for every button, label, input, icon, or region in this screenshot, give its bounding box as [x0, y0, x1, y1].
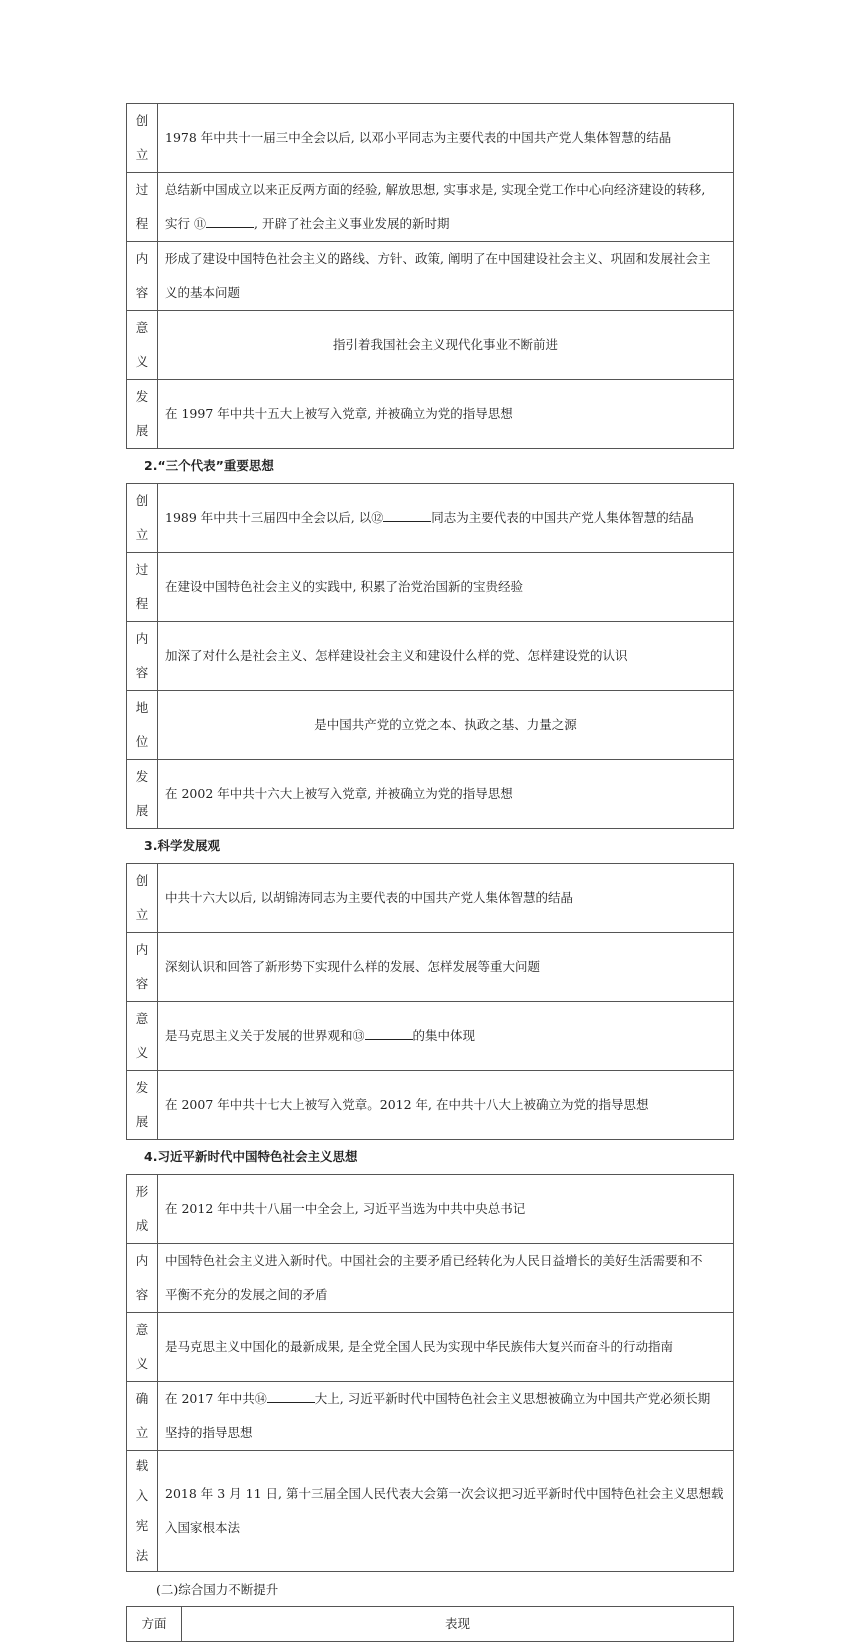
- fill-suffix: 的集中体现: [412, 1028, 476, 1043]
- table-row: [127, 1451, 734, 1572]
- row-value-line: [165, 207, 726, 241]
- table-row: [127, 242, 734, 311]
- row-key: 创立: [127, 104, 158, 173]
- row-key-line: 宪法: [135, 1518, 149, 1563]
- table-row: [127, 484, 734, 553]
- table-row: [127, 933, 734, 1002]
- section-heading: 2.“三个代表”重要思想: [144, 458, 274, 473]
- row-key: 创立: [127, 864, 158, 933]
- row-value: 1978 年中共十一届三中全会以后, 以邓小平同志为主要代表的中国共产党人集体智慧的结晶: [158, 104, 734, 173]
- row-key: [127, 1451, 158, 1572]
- table-row: [127, 1382, 734, 1451]
- table-row: [127, 311, 734, 380]
- fill-suffix: , 开辟了社会主义事业发展的新时期: [254, 216, 450, 231]
- fill-in-blank[interactable]: [206, 215, 254, 228]
- row-key: 创立: [127, 484, 158, 553]
- table-row: [127, 1313, 734, 1382]
- fill-suffix: 大上, 习近平新时代中国特色社会主义思想被确立为中国共产党必须长期: [314, 1391, 711, 1406]
- row-value: 指引着我国社会主义现代化事业不断前进: [158, 311, 734, 380]
- row-key: 发展: [127, 760, 158, 829]
- table-row: [127, 864, 734, 933]
- row-value: 在 2002 年中共十六大上被写入党章, 并被确立为党的指导思想: [158, 760, 734, 829]
- row-key: 意义: [127, 1002, 158, 1071]
- fill-prefix: 在 2017 年中共: [165, 1391, 255, 1406]
- row-value: 深刻认识和回答了新形势下实现什么样的发展、怎样发展等重大问题: [158, 933, 734, 1002]
- row-key: 地位: [127, 691, 158, 760]
- fill-prefix: 是马克思主义关于发展的世界观和: [165, 1028, 353, 1043]
- row-value: [158, 484, 734, 553]
- deng-theory-table: [126, 103, 734, 449]
- table-row: [127, 1071, 734, 1140]
- table-row: [127, 691, 734, 760]
- row-value: 是马克思主义中国化的最新成果, 是全党全国人民为实现中华民族伟大复兴而奋斗的行动指南: [158, 1313, 734, 1382]
- table-row: [127, 380, 734, 449]
- fill-in-blank[interactable]: [365, 1027, 413, 1040]
- row-key: 内容: [127, 1244, 158, 1313]
- row-value: [158, 1382, 734, 1451]
- row-key: 意义: [127, 1313, 158, 1382]
- row-value-line: [165, 1382, 726, 1416]
- section-heading: 3.科学发展观: [144, 838, 220, 853]
- table-row: [127, 1002, 734, 1071]
- row-key: 意义: [127, 311, 158, 380]
- row-value-line: 坚持的指导思想: [165, 1425, 253, 1440]
- fill-in-blank[interactable]: [383, 509, 431, 522]
- row-value: 在建设中国特色社会主义的实践中, 积累了治党治国新的宝贵经验: [158, 553, 734, 622]
- section-heading: 4.习近平新时代中国特色社会主义思想: [144, 1149, 358, 1164]
- blank-number-marker: ⑫: [371, 511, 384, 525]
- row-value: [158, 173, 734, 242]
- table-row: [127, 104, 734, 173]
- row-value-line: 中国特色社会主义进入新时代。中国社会的主要矛盾已经转化为人民日益增长的美好生活需要和不: [165, 1253, 703, 1268]
- row-key: 发展: [127, 380, 158, 449]
- table-row: [127, 173, 734, 242]
- table-row: [127, 553, 734, 622]
- table-row: [127, 760, 734, 829]
- row-key: 过程: [127, 553, 158, 622]
- blank-number-marker: ⑬: [352, 1029, 365, 1043]
- fill-in-blank[interactable]: [267, 1390, 315, 1403]
- table-row: [127, 1244, 734, 1313]
- row-value: [158, 1451, 734, 1572]
- row-value: [158, 1244, 734, 1313]
- row-value-line: 入国家根本法: [165, 1520, 241, 1535]
- row-value: 是中国共产党的立党之本、执政之基、力量之源: [158, 691, 734, 760]
- table-row: [127, 622, 734, 691]
- scientific-development-table: [126, 863, 734, 1140]
- row-value: [158, 1002, 734, 1071]
- row-value-line: 形成了建设中国特色社会主义的路线、方针、政策, 阐明了在中国建设社会主义、巩固和发展社会主: [165, 251, 711, 266]
- table-row: [127, 1175, 734, 1244]
- row-key: 发展: [127, 1071, 158, 1140]
- row-value-line: 义的基本问题: [165, 285, 241, 300]
- blank-number-marker: ⑭: [254, 1392, 267, 1406]
- section-heading: (二)综合国力不断提升: [156, 1582, 279, 1597]
- xi-thought-table: [126, 1174, 734, 1572]
- row-value-line: 2018 年 3 月 11 日, 第十三届全国人民代表大会第一次会议把习近平新时代中国特色社会主义思想载: [165, 1486, 724, 1501]
- row-value: 加深了对什么是社会主义、怎样建设社会主义和建设什么样的党、怎样建设党的认识: [158, 622, 734, 691]
- row-value: [158, 242, 734, 311]
- row-value: 在 1997 年中共十五大上被写入党章, 并被确立为党的指导思想: [158, 380, 734, 449]
- three-represents-table: [126, 483, 734, 829]
- row-key: 过程: [127, 173, 158, 242]
- row-key: 内容: [127, 933, 158, 1002]
- row-value-line: 平衡不充分的发展之间的矛盾: [165, 1287, 328, 1302]
- row-key: 内容: [127, 242, 158, 311]
- row-key: 确立: [127, 1382, 158, 1451]
- page-content: [126, 103, 734, 1642]
- fill-prefix: 实行: [165, 216, 191, 231]
- row-key-line: 载入: [135, 1458, 149, 1503]
- row-key: 内容: [127, 622, 158, 691]
- blank-number-marker: ⑪: [194, 217, 207, 231]
- row-value-line: 总结新中国成立以来正反两方面的经验, 解放思想, 实事求是, 实现全党工作中心向经济建设的转移,: [165, 182, 706, 197]
- row-value: 在 2012 年中共十八届一中全会上, 习近平当选为中共中央总书记: [158, 1175, 734, 1244]
- table-header-row: [127, 1607, 734, 1642]
- national-strength-table: [126, 1606, 734, 1642]
- fill-prefix: 1989 年中共十三届四中全会以后, 以: [165, 510, 372, 525]
- row-key: 形成: [127, 1175, 158, 1244]
- fill-suffix: 同志为主要代表的中国共产党人集体智慧的结晶: [431, 510, 694, 525]
- row-value: 在 2007 年中共十七大上被写入党章。2012 年, 在中共十八大上被确立为党的指导思想: [158, 1071, 734, 1140]
- column-header: 表现: [182, 1607, 734, 1642]
- column-header: 方面: [127, 1607, 182, 1642]
- row-value: 中共十六大以后, 以胡锦涛同志为主要代表的中国共产党人集体智慧的结晶: [158, 864, 734, 933]
